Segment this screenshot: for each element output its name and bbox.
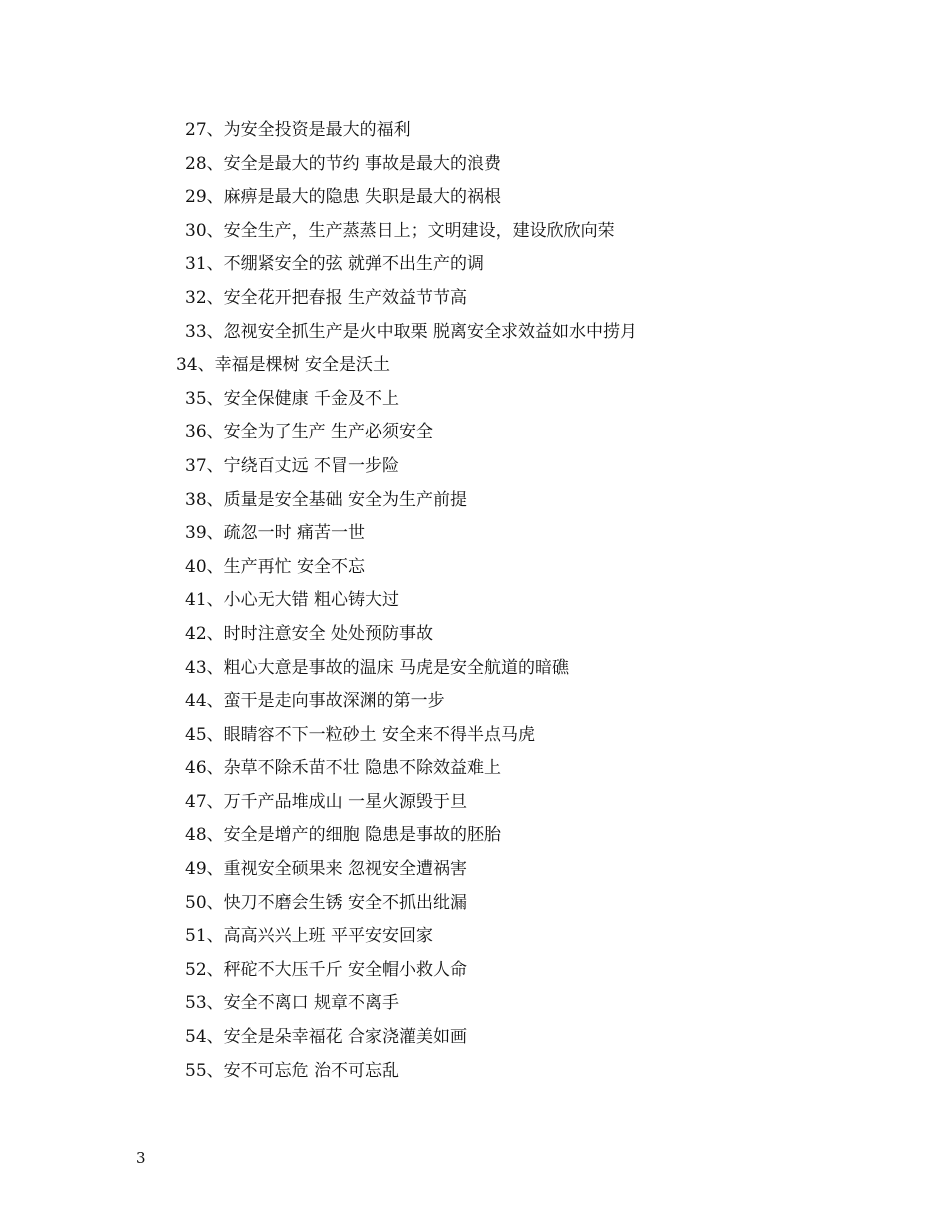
list-item: 55、安不可忘危 治不可忘乱 [185, 1060, 400, 1081]
list-item: 32、安全花开把春报 生产效益节节高 [185, 287, 468, 308]
list-item: 53、安全不离口 规章不离手 [185, 993, 400, 1014]
list-item: 30、安全生产，生产蒸蒸日上；文明建设，建设欣欣向荣 [185, 220, 615, 241]
list-item: 28、安全是最大的节约 事故是最大的浪费 [185, 153, 502, 174]
list-item: 27、为安全投资是最大的福利 [185, 120, 411, 140]
list-item: 31、不绷紧安全的弦 就弹不出生产的调 [185, 254, 485, 275]
list-item: 42、时时注意安全 处处预防事故 [185, 623, 434, 644]
list-item: 35、安全保健康 千金及不上 [185, 388, 400, 409]
list-item: 48、安全是增产的细胞 隐患是事故的胚胎 [185, 825, 502, 846]
page-number: 3 [136, 1149, 146, 1167]
list-item: 49、重视安全硕果来 忽视安全遭祸害 [185, 859, 468, 880]
list-item: 43、粗心大意是事故的温床 马虎是安全航道的暗礁 [185, 657, 570, 678]
list-item: 34、幸福是棵树 安全是沃土 [176, 355, 391, 376]
list-item: 45、眼睛容不下一粒砂土 安全来不得半点马虎 [185, 724, 536, 745]
slogan-list [176, 116, 896, 1090]
list-item: 36、安全为了生产 生产必须安全 [185, 422, 434, 443]
list-item: 51、高高兴兴上班 平平安安回家 [185, 926, 434, 947]
list-item: 40、生产再忙 安全不忘 [185, 556, 366, 577]
list-item: 46、杂草不除禾苗不壮 隐患不除效益难上 [185, 758, 502, 779]
list-item: 47、万千产品堆成山 一星火源毁于旦 [185, 791, 468, 812]
list-item: 50、快刀不磨会生锈 安全不抓出纰漏 [185, 892, 468, 913]
list-item: 41、小心无大错 粗心铸大过 [185, 590, 400, 611]
list-item: 33、忽视安全抓生产是火中取栗 脱离安全求效益如水中捞月 [185, 321, 638, 342]
list-item: 38、质量是安全基础 安全为生产前提 [185, 489, 468, 510]
list-item: 54、安全是朵幸福花 合家浇灌美如画 [185, 1027, 468, 1048]
list-item: 37、宁绕百丈远 不冒一步险 [185, 455, 400, 476]
list-item: 44、蛮干是走向事故深渊的第一步 [185, 691, 445, 712]
list-item: 52、秤砣不大压千斤 安全帽小救人命 [185, 959, 468, 980]
list-item: 39、疏忽一时 痛苦一世 [185, 523, 366, 544]
list-item: 29、麻痹是最大的隐患 失职是最大的祸根 [185, 187, 502, 208]
